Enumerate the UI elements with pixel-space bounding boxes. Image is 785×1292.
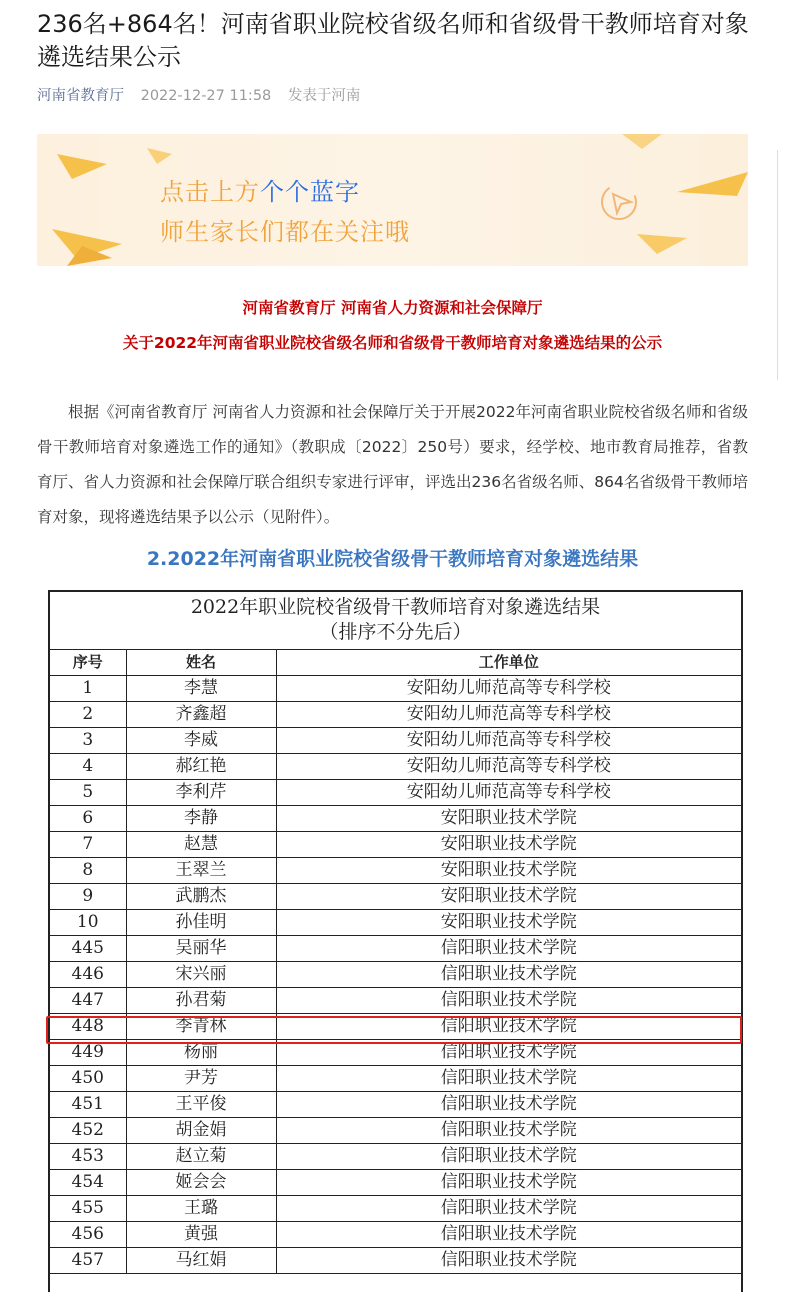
cell-unit: 信阳职业技术学院 <box>276 1196 741 1222</box>
cell-unit: 信阳职业技术学院 <box>276 1118 741 1144</box>
table-row <box>50 884 741 910</box>
table-row <box>50 1092 741 1118</box>
table-header-row <box>50 650 741 676</box>
highlight-box <box>46 1016 742 1044</box>
publish-time: 2022-12-27 11:58 <box>140 88 272 104</box>
cell-seq: 449 <box>50 1040 126 1066</box>
cell-unit: 安阳职业技术学院 <box>276 884 741 910</box>
cell-name: 郝红艳 <box>126 754 276 780</box>
cell-unit: 信阳职业技术学院 <box>276 1222 741 1248</box>
notice-body: 根据《河南省教育厅 河南省人力资源和社会保障厅关于开展2022年河南省职业院校省级名师和省级骨干教师培育对象遴选工作的通知》（教职成〔2022〕250号）要求，经学校、地市教育局推荐，省教育厅、省人力资源和社会保障厅联合组织专家进行评审，评选出236名省级名师、864名省级骨干教师培育对象，现将遴选结果予以公示（见附件）。 <box>37 403 748 526</box>
article-meta <box>37 84 360 105</box>
table-row <box>50 1118 741 1144</box>
cell-name: 马红娟 <box>126 1248 276 1274</box>
cell-name: 赵立菊 <box>126 1144 276 1170</box>
table-row <box>50 676 741 702</box>
banner-line1 <box>160 172 360 207</box>
cell-unit: 信阳职业技术学院 <box>276 1066 741 1092</box>
cell-seq: 7 <box>50 832 126 858</box>
notice-heading-line1: 河南省教育厅 河南省人力资源和社会保障厅 <box>242 299 543 317</box>
cell-seq: 8 <box>50 858 126 884</box>
cursor-click-icon <box>597 180 641 224</box>
cell-name: 李慧 <box>126 676 276 702</box>
table-row <box>50 832 741 858</box>
cell-name: 孙佳明 <box>126 910 276 936</box>
cell-unit: 安阳职业技术学院 <box>276 832 741 858</box>
cell-unit: 安阳职业技术学院 <box>276 910 741 936</box>
cell-name: 王璐 <box>126 1196 276 1222</box>
header-name: 姓名 <box>126 650 276 676</box>
cell-name: 王翠兰 <box>126 858 276 884</box>
banner-line2: 师生家长们都在关注哦 <box>160 218 410 246</box>
follow-banner[interactable] <box>37 134 748 266</box>
cell-name: 杨丽 <box>126 1040 276 1066</box>
account-link[interactable]: 河南省教育厅 <box>37 88 124 104</box>
cell-name: 齐鑫超 <box>126 702 276 728</box>
cell-name: 李静 <box>126 806 276 832</box>
cell-unit: 安阳职业技术学院 <box>276 858 741 884</box>
cell-unit: 安阳幼儿师范高等专科学校 <box>276 702 741 728</box>
table-row <box>50 1248 741 1274</box>
table-title-text: 2022年职业院校省级骨干教师培育对象遴选结果 <box>190 596 601 618</box>
cell-seq: 10 <box>50 910 126 936</box>
table-row <box>50 1196 741 1222</box>
cell-seq: 454 <box>50 1170 126 1196</box>
cell-seq: 4 <box>50 754 126 780</box>
cell-seq: 9 <box>50 884 126 910</box>
cell-name: 李青林 <box>126 1014 276 1040</box>
cell-name: 赵慧 <box>126 832 276 858</box>
banner-line1-highlight: 个个蓝字 <box>260 178 360 206</box>
cell-unit: 安阳幼儿师范高等专科学校 <box>276 780 741 806</box>
table-row <box>50 936 741 962</box>
table-row <box>50 1144 741 1170</box>
cell-name: 李利芹 <box>126 780 276 806</box>
cell-seq: 453 <box>50 1144 126 1170</box>
cell-name: 孙君菊 <box>126 988 276 1014</box>
cell-seq: 2 <box>50 702 126 728</box>
table-row <box>50 754 741 780</box>
table-row <box>50 962 741 988</box>
table-row <box>50 858 741 884</box>
notice-heading-line2: 关于2022年河南省职业院校省级名师和省级骨干教师培育对象遴选结果的公示 <box>122 334 663 352</box>
result-table <box>48 590 743 1292</box>
cell-seq: 3 <box>50 728 126 754</box>
cell-unit: 安阳幼儿师范高等专科学校 <box>276 728 741 754</box>
table-row <box>50 910 741 936</box>
table-title <box>50 592 741 650</box>
cell-seq: 445 <box>50 936 126 962</box>
cell-name: 胡金娟 <box>126 1118 276 1144</box>
table-row <box>50 1170 741 1196</box>
cell-name: 姬会会 <box>126 1170 276 1196</box>
table-row <box>50 728 741 754</box>
cell-name: 宋兴丽 <box>126 962 276 988</box>
cell-seq: 446 <box>50 962 126 988</box>
article-title: 236名+864名！河南省职业院校省级名师和省级骨干教师培育对象遴选结果公示 <box>37 10 749 71</box>
cell-unit: 信阳职业技术学院 <box>276 962 741 988</box>
cell-unit: 信阳职业技术学院 <box>276 1040 741 1066</box>
result-grid <box>50 650 741 1274</box>
cell-name: 黄强 <box>126 1222 276 1248</box>
banner-line1-prefix: 点击上方 <box>160 178 260 206</box>
cell-unit: 信阳职业技术学院 <box>276 1092 741 1118</box>
cell-seq: 455 <box>50 1196 126 1222</box>
cell-seq: 6 <box>50 806 126 832</box>
cell-seq: 450 <box>50 1066 126 1092</box>
table-subtitle-text: （排序不分先后） <box>319 621 472 643</box>
cell-unit: 信阳职业技术学院 <box>276 1014 741 1040</box>
cell-seq: 1 <box>50 676 126 702</box>
cell-name: 武鹏杰 <box>126 884 276 910</box>
table-row <box>50 702 741 728</box>
cell-name: 吴丽华 <box>126 936 276 962</box>
cell-name: 王平俊 <box>126 1092 276 1118</box>
table-row <box>50 1222 741 1248</box>
cell-seq: 457 <box>50 1248 126 1274</box>
table-row <box>50 988 741 1014</box>
cell-unit: 安阳职业技术学院 <box>276 806 741 832</box>
cell-unit: 安阳幼儿师范高等专科学校 <box>276 676 741 702</box>
cell-unit: 安阳幼儿师范高等专科学校 <box>276 754 741 780</box>
cell-seq: 447 <box>50 988 126 1014</box>
cell-seq: 448 <box>50 1014 126 1040</box>
cell-unit: 信阳职业技术学院 <box>276 936 741 962</box>
header-seq: 序号 <box>50 650 126 676</box>
cell-name: 李威 <box>126 728 276 754</box>
cell-seq: 452 <box>50 1118 126 1144</box>
cell-seq: 5 <box>50 780 126 806</box>
attachment-title: 2.2022年河南省职业院校省级骨干教师培育对象遴选结果 <box>146 548 639 570</box>
table-row <box>50 806 741 832</box>
header-unit: 工作单位 <box>276 650 741 676</box>
cell-unit: 信阳职业技术学院 <box>276 1170 741 1196</box>
table-row <box>50 780 741 806</box>
publish-location: 发表于河南 <box>287 88 361 104</box>
cell-seq: 451 <box>50 1092 126 1118</box>
cell-unit: 信阳职业技术学院 <box>276 988 741 1014</box>
cell-unit: 信阳职业技术学院 <box>276 1144 741 1170</box>
table-row <box>50 1066 741 1092</box>
cell-name: 尹芳 <box>126 1066 276 1092</box>
cell-unit: 信阳职业技术学院 <box>276 1248 741 1274</box>
cell-seq: 456 <box>50 1222 126 1248</box>
